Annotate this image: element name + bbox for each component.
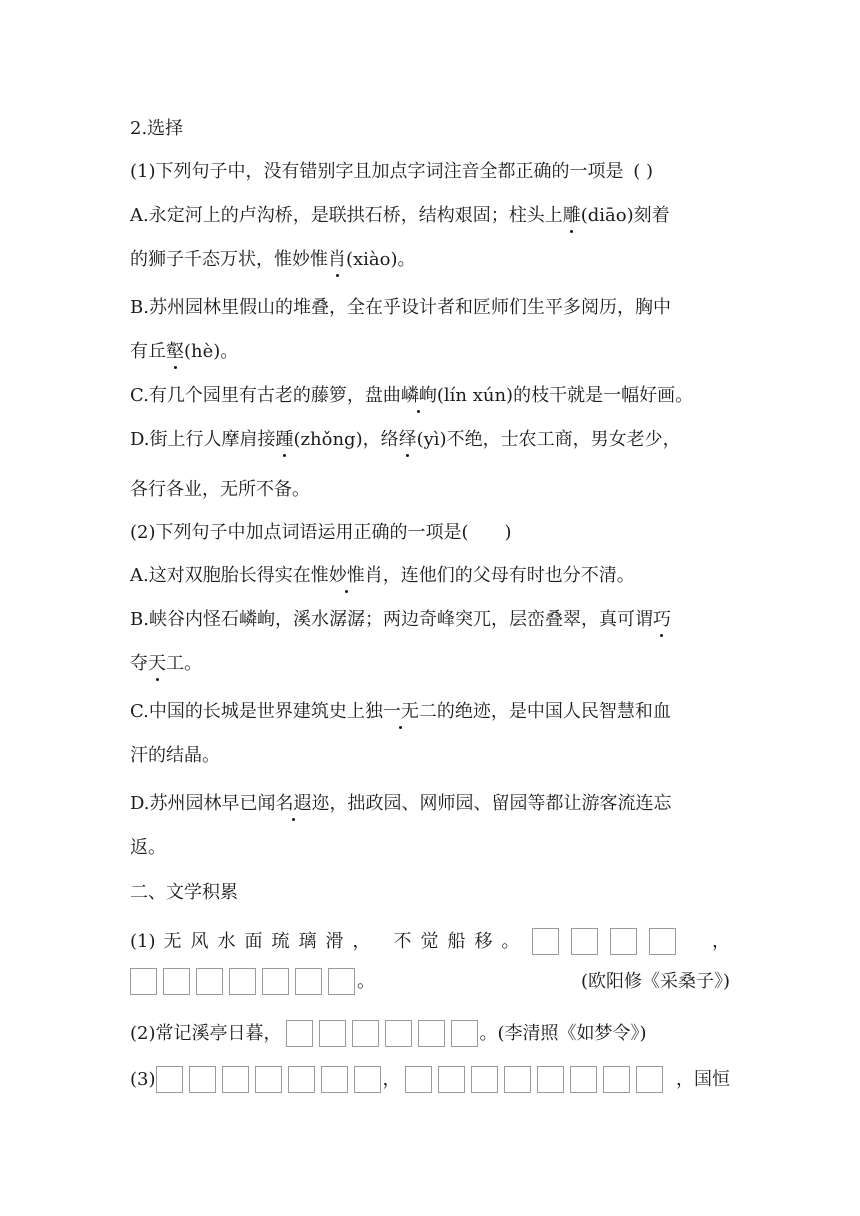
- option-text: 。: [184, 653, 202, 674]
- dotted-char: 壑: [166, 341, 184, 362]
- answer-box[interactable]: [385, 1020, 412, 1047]
- section-heading-choice: 2.选择: [130, 118, 184, 139]
- dotted-char: 巧: [652, 609, 671, 630]
- option-text: (yì)不绝，士农工商，男女老少，: [416, 429, 681, 450]
- answer-box[interactable]: [405, 1066, 432, 1093]
- option-2c-line-2: 汗的结晶。: [130, 745, 220, 766]
- option-text: C.有几个园里有古老的藤箩，盘曲: [130, 385, 401, 406]
- option-2c-line-1: [130, 700, 671, 724]
- answer-boxes[interactable]: [405, 1066, 665, 1093]
- answer-box[interactable]: [288, 1066, 315, 1093]
- dotted-word: 嶙峋: [400, 385, 437, 406]
- answer-box[interactable]: [451, 1020, 478, 1047]
- answer-boxes[interactable]: [130, 968, 357, 995]
- option-text: A.永定河上的卢沟桥，是联拱石桥，结构艰固；柱头上: [130, 205, 563, 226]
- answer-box[interactable]: [610, 928, 637, 955]
- fill-label: (2)常记溪亭日暮，: [130, 1022, 282, 1044]
- option-text: D.苏州园林早已: [130, 793, 258, 814]
- answer-box[interactable]: [196, 968, 223, 995]
- prompt-char: ，: [352, 930, 371, 952]
- prompt-char: 面: [244, 930, 263, 952]
- answer-box[interactable]: [438, 1066, 465, 1093]
- option-2a: [130, 564, 635, 588]
- dotted-char: 肖: [328, 249, 346, 270]
- prompt-char: 琉: [271, 930, 290, 952]
- answer-paren: ): [504, 522, 512, 543]
- answer-box[interactable]: [571, 928, 598, 955]
- dotted-word: 闻名遐迩: [257, 793, 330, 814]
- dotted-word: 独一无二: [364, 701, 437, 722]
- punctuation: ，: [712, 930, 730, 952]
- prompt-char: 船: [447, 930, 466, 952]
- option-text: (lín xún)的枝干就是一幅好画。: [436, 385, 694, 406]
- option-2d-line-1: [130, 792, 672, 816]
- answer-box[interactable]: [321, 1066, 348, 1093]
- answer-boxes[interactable]: [286, 1020, 480, 1047]
- dotted-char: 踵: [275, 429, 294, 450]
- prompt-char: 水: [217, 930, 236, 952]
- answer-box[interactable]: [163, 968, 190, 995]
- fill-label: (3): [130, 1068, 156, 1090]
- question-2-stem: [130, 521, 512, 545]
- answer-box[interactable]: [156, 1066, 183, 1093]
- option-1a-line-2: [130, 248, 416, 272]
- answer-box[interactable]: [255, 1066, 282, 1093]
- punctuation: ，: [382, 1068, 401, 1090]
- answer-boxes[interactable]: [532, 928, 676, 955]
- option-text: B.峡谷内怪石嶙峋，溪水潺潺；两边奇峰突兀，层峦叠翠，真可谓: [130, 609, 653, 630]
- option-text: 有丘: [130, 341, 166, 362]
- option-text: 的绝迹，是中国人民智慧和血: [436, 701, 671, 722]
- option-2b-line-2: [130, 652, 202, 676]
- answer-boxes[interactable]: [156, 1066, 383, 1093]
- answer-box[interactable]: [471, 1066, 498, 1093]
- option-2d-line-2: 返。: [130, 837, 166, 858]
- dotted-word: 夺天工: [130, 653, 184, 674]
- fill-2-ending: 。(李清照《如梦令》): [479, 1022, 647, 1044]
- option-1b-line-1: B.苏州园林里假山的堆叠，全在乎设计者和匠师们生平多阅历，胸中: [130, 297, 671, 318]
- option-text: (hè)。: [184, 341, 239, 362]
- fill-3-ending: ，国恒: [676, 1068, 730, 1090]
- answer-box[interactable]: [352, 1020, 379, 1047]
- answer-box[interactable]: [418, 1020, 445, 1047]
- prompt-char: 不: [393, 930, 412, 952]
- answer-box[interactable]: [649, 928, 676, 955]
- prompt-char: 璃: [298, 930, 317, 952]
- fill-2: [130, 1020, 647, 1047]
- answer-paren: ( ): [633, 161, 654, 182]
- answer-box[interactable]: [636, 1066, 663, 1093]
- dotted-char: 绎: [398, 429, 417, 450]
- section-heading-literature: 二、文学积累: [130, 882, 238, 903]
- option-1d-line-2: 各行各业，无所不备。: [130, 479, 310, 500]
- answer-box[interactable]: [189, 1066, 216, 1093]
- answer-box[interactable]: [286, 1020, 313, 1047]
- prompt-char: 觉: [420, 930, 439, 952]
- option-text: ，拙政园、网师园、留园等都让游客流连忘: [329, 793, 672, 814]
- dotted-char: 雕: [562, 205, 581, 226]
- punctuation: 。: [357, 970, 375, 992]
- option-text: D.街上行人摩肩接: [130, 429, 276, 450]
- prompt-char: 。: [501, 930, 520, 952]
- question-1-text: (1)下列句子中，没有错别字且加点字词注音全都正确的一项是: [130, 161, 624, 182]
- option-text: (diāo)刻着: [580, 205, 670, 226]
- answer-box[interactable]: [354, 1066, 381, 1093]
- option-text: ，连他们的父母有时也分不清。: [382, 565, 635, 586]
- answer-box[interactable]: [328, 968, 355, 995]
- option-text: C.中国的长城是世界建筑史上: [130, 701, 365, 722]
- answer-box[interactable]: [603, 1066, 630, 1093]
- answer-box[interactable]: [222, 1066, 249, 1093]
- fill-1-line-1: [130, 928, 730, 955]
- question-2-text: (2)下列句子中加点词语运用正确的一项是(: [130, 522, 469, 543]
- answer-box[interactable]: [319, 1020, 346, 1047]
- fill-1-line-2: [130, 968, 730, 995]
- answer-box[interactable]: [570, 1066, 597, 1093]
- option-text: (xiào)。: [346, 249, 416, 270]
- option-2b-line-1: [130, 608, 671, 632]
- prompt-char: 移: [474, 930, 493, 952]
- option-1a-line-1: [130, 204, 670, 228]
- prompt-char: 滑: [325, 930, 344, 952]
- option-1b-line-2: [130, 340, 238, 364]
- option-text: (zhǒng)，络: [293, 429, 399, 450]
- option-1d-line-1: [130, 428, 681, 452]
- option-text: A.这对双胞胎长得实在: [130, 565, 311, 586]
- answer-box[interactable]: [295, 968, 322, 995]
- prompt-char: 风: [190, 930, 209, 952]
- source-citation: (欧阳修《采桑子》): [580, 970, 730, 992]
- answer-box[interactable]: [532, 928, 559, 955]
- question-1-stem: [130, 160, 653, 184]
- answer-box[interactable]: [262, 968, 289, 995]
- fill-3: [130, 1066, 730, 1093]
- option-text: 的狮子千态万状，惟妙惟: [130, 249, 328, 270]
- answer-box[interactable]: [130, 968, 157, 995]
- prompt-char: 无: [163, 930, 182, 952]
- fill-label: (1): [130, 930, 156, 952]
- answer-box[interactable]: [537, 1066, 564, 1093]
- answer-box[interactable]: [229, 968, 256, 995]
- fill-1-prompt: [164, 930, 520, 954]
- option-1c: [130, 384, 693, 408]
- answer-box[interactable]: [504, 1066, 531, 1093]
- dotted-word: 惟妙惟肖: [310, 565, 383, 586]
